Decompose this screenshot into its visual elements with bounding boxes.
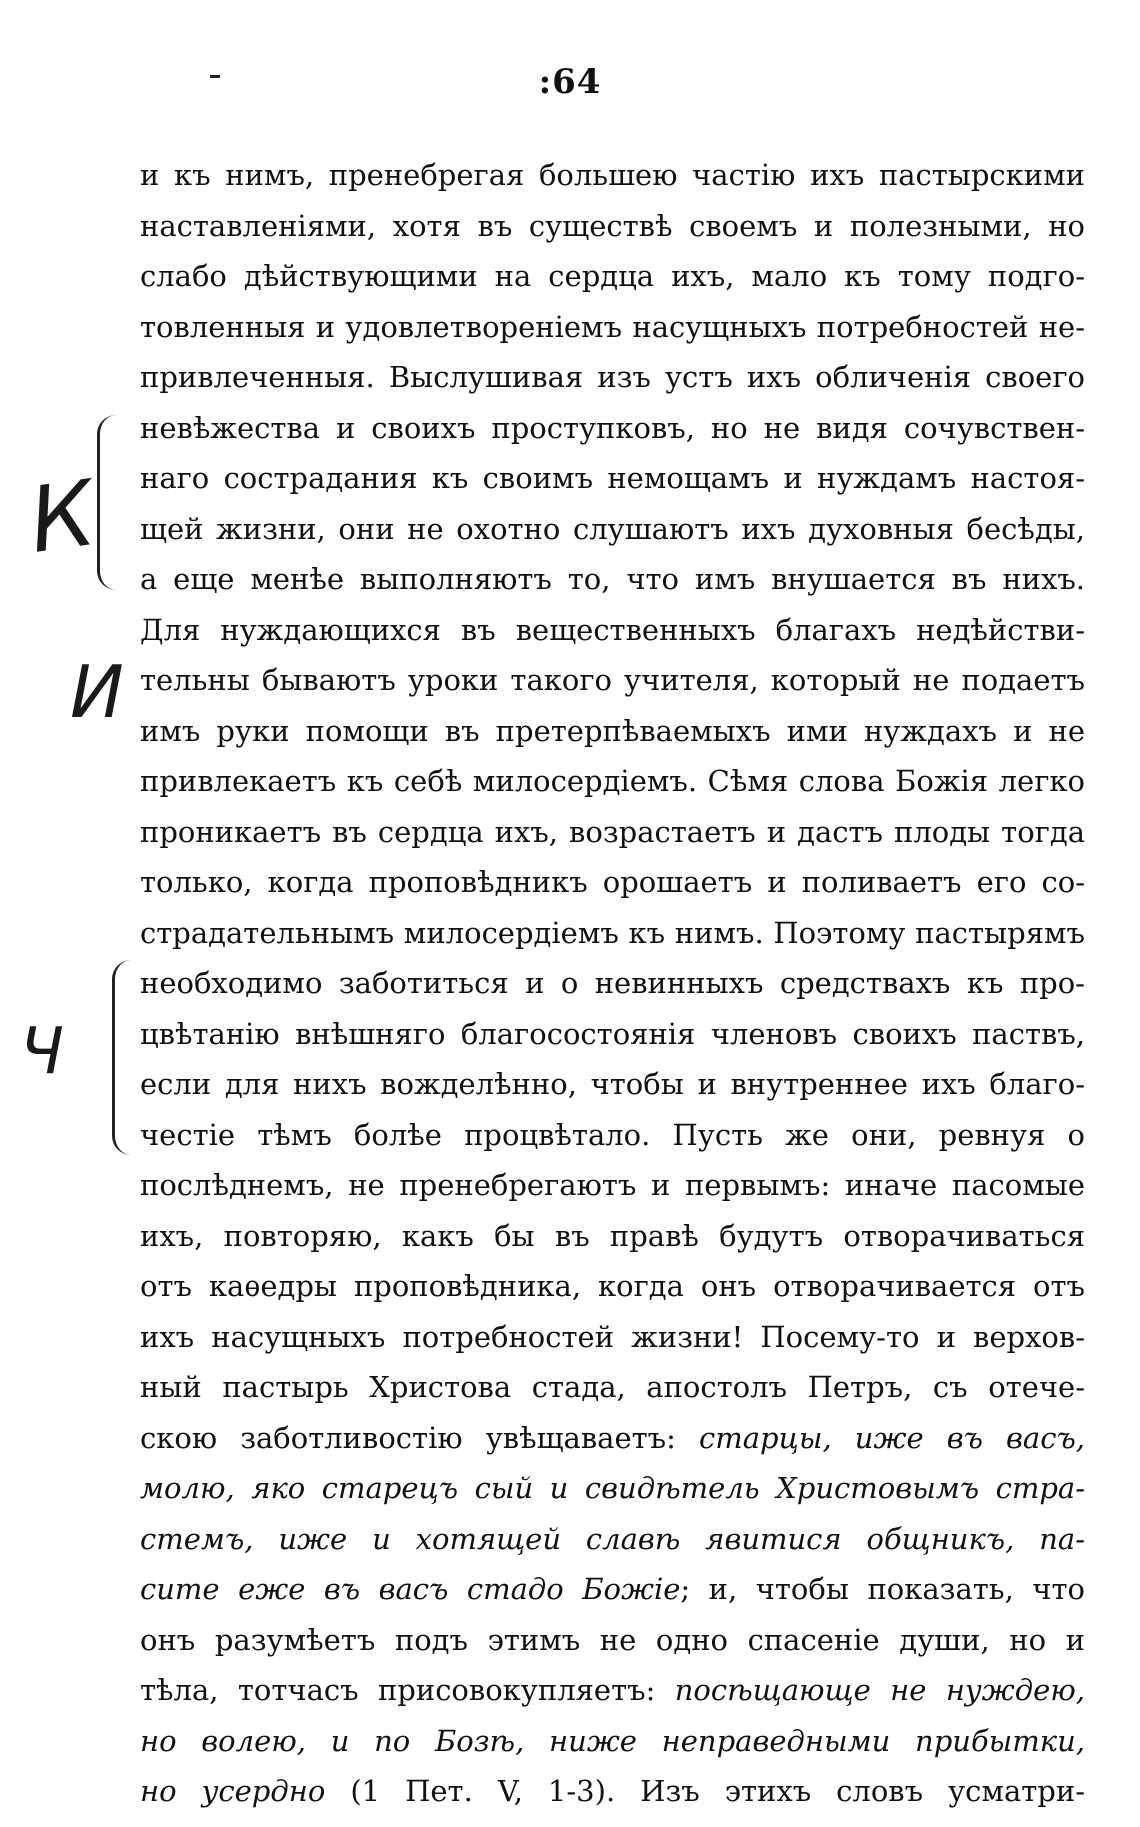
italic-quote-segment: но усердно xyxy=(140,1774,326,1808)
italic-quote-segment: посѣщающе не нуждею, xyxy=(674,1673,1085,1707)
text-line xyxy=(140,908,1085,959)
page-number: :64 xyxy=(538,62,602,102)
text-segment: Для нуждающихся въ вещественныхъ благахъ недѣйстви- xyxy=(140,612,1085,647)
text-line xyxy=(140,1261,1085,1312)
text-line xyxy=(140,706,1085,757)
text-segment: наго сострадания къ своимъ немощамъ и нуждамъ настоя- xyxy=(140,461,1085,495)
text-line xyxy=(140,1463,1085,1514)
text-segment: страдательнымъ милосердіемъ къ нимъ. Поэтому пастырямъ xyxy=(140,915,1085,950)
text-line xyxy=(140,1413,1085,1464)
text-segment: ихъ, повторяю, какъ бы въ правѣ будутъ отворачиваться xyxy=(140,1218,1085,1253)
text-line xyxy=(140,201,1085,252)
text-line xyxy=(140,504,1085,555)
text-segment: проникаетъ въ сердца ихъ, возрастаетъ и дастъ плоды тогда xyxy=(140,814,1085,849)
text-line xyxy=(140,1362,1085,1413)
text-line xyxy=(140,403,1085,454)
text-segment: онъ разумѣетъ подъ этимъ не одно спасеніе души, но и xyxy=(140,1622,1085,1657)
italic-quote-segment: стемъ, иже и хотящей славѣ явитися общникъ, па- xyxy=(140,1521,1085,1556)
text-line xyxy=(140,1766,1085,1817)
text-segment: товленныя и удовлетвореніемъ насущныхъ потребностей не- xyxy=(140,309,1085,344)
text-segment: и къ нимъ, пренебрегая большею частію ихъ пастырскими xyxy=(140,158,1085,192)
text-line xyxy=(140,958,1085,1009)
text-line xyxy=(140,1514,1085,1565)
text-line xyxy=(140,251,1085,302)
text-segment: привлекаетъ къ себѣ милосердіемъ. Сѣмя слова Божія легко xyxy=(140,764,1085,798)
text-segment: честіе тѣмъ болѣе процвѣтало. Пусть же они, ревнуя о xyxy=(140,1117,1085,1152)
text-line xyxy=(140,1110,1085,1161)
text-segment: ; и, чтобы показать, что xyxy=(680,1572,1085,1606)
text-line xyxy=(140,807,1085,858)
text-segment: ный пастырь Христова стада, апостолъ Петръ, съ отече- xyxy=(140,1370,1085,1404)
text-line xyxy=(140,554,1085,605)
text-segment: отъ каѳедры проповѣдника, когда онъ отворачивается отъ xyxy=(140,1269,1085,1303)
text-line xyxy=(140,1564,1085,1615)
text-segment: ихъ насущныхъ потребностей жизни! Посему-то и верхов- xyxy=(140,1319,1085,1354)
text-segment: необходимо заботиться и о невинныхъ средствахъ къ про- xyxy=(140,966,1085,1000)
italic-quote-segment: старцы, иже въ васъ, xyxy=(699,1420,1085,1455)
text-segment: щей жизни, они не охотно слушаютъ ихъ духовныя бесѣды, xyxy=(140,511,1085,546)
text-segment: а еще менѣе выполняютъ то, что имъ внушается въ нихъ. xyxy=(140,562,1085,596)
italic-quote-segment: молю, яко старецъ сый и свидѣтель Христовымъ стра- xyxy=(140,1471,1085,1505)
text-segment: тельны бываютъ уроки такого учителя, который не подаетъ xyxy=(140,663,1085,697)
text-line xyxy=(140,857,1085,908)
text-line xyxy=(140,1211,1085,1262)
text-line xyxy=(140,1059,1085,1110)
body-text xyxy=(140,150,1085,1817)
text-line xyxy=(140,1665,1085,1716)
text-line xyxy=(140,352,1085,403)
text-line xyxy=(140,605,1085,656)
text-line xyxy=(140,756,1085,807)
text-segment: слабо дѣйствующими на сердца ихъ, мало къ тому подго- xyxy=(140,259,1085,293)
text-line xyxy=(140,655,1085,706)
text-segment: тѣла, тотчасъ присовокупляетъ: xyxy=(140,1673,675,1707)
text-segment: скою заботливостію увѣщаваетъ: xyxy=(140,1420,700,1455)
text-line xyxy=(140,1615,1085,1666)
text-line xyxy=(140,150,1085,201)
text-segment: послѣднемъ, не пренебрегаютъ и первымъ: иначе пасомые xyxy=(140,1168,1085,1202)
text-line xyxy=(140,1160,1085,1211)
text-segment: если для нихъ вожделѣнно, чтобы и внутреннее ихъ благо- xyxy=(140,1067,1085,1101)
text-segment: имъ руки помощи въ претерпѣваемыхъ ими нуждахъ и не xyxy=(140,713,1085,748)
italic-quote-segment: сите еже въ васъ стадо Божіе xyxy=(140,1572,681,1606)
text-segment: наставленіями, хотя въ существѣ своемъ и полезными, но xyxy=(140,208,1085,243)
margin-note-2: И xyxy=(70,650,124,734)
italic-quote-segment: но волею, и по Бозѣ, ниже неправедными прибытки, xyxy=(140,1723,1085,1758)
text-line xyxy=(140,1009,1085,1060)
text-line xyxy=(140,1312,1085,1363)
margin-note-3: Ч xyxy=(20,1015,64,1089)
text-line xyxy=(140,453,1085,504)
text-segment: цвѣтанію внѣшняго благосостоянія членовъ своихъ паствъ, xyxy=(140,1016,1085,1051)
text-line xyxy=(140,302,1085,353)
margin-bracket xyxy=(112,960,131,1155)
text-segment: только, когда проповѣдникъ орошаетъ и поливаетъ его со- xyxy=(140,865,1085,899)
text-segment: привлеченныя. Выслушивая изъ устъ ихъ обличенія своего xyxy=(140,360,1085,394)
text-segment: (1 Пет. V, 1-3). Изъ этихъ словъ усматри- xyxy=(325,1774,1085,1808)
text-segment: невѣжества и своихъ проступковъ, но не видя сочувствен- xyxy=(140,410,1085,445)
text-line xyxy=(140,1716,1085,1767)
margin-note-1: К xyxy=(23,461,101,574)
